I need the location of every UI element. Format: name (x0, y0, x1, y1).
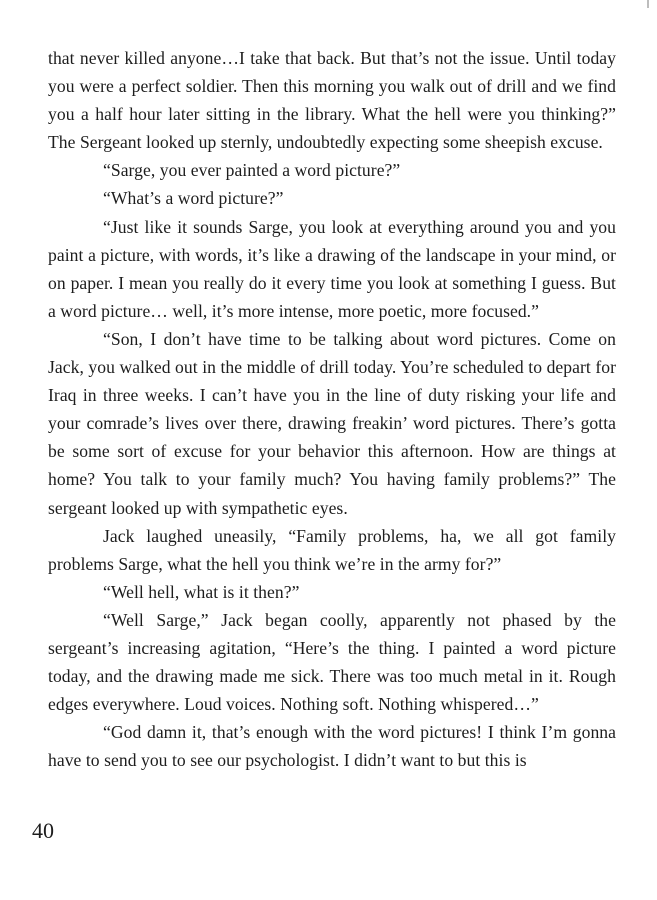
paragraph-word-picture-explanation: “Just like it sounds Sarge, you look at everything around you and you paint a picture, with words, it’s like a drawing of the landscape in your mind, or on paper. I mean you really do it every time you look at something I guess. But a word picture… well, it’s more intense, more poetic, more focused.” (48, 216, 616, 321)
paragraph-jack-explains: “Well Sarge,” Jack began coolly, apparently not phased by the sergeant’s increasing agitation, “Here’s the thing. I painted a word picture today, and the drawing made me sick. There was too much metal in it. Rough edges everywhere. Loud voices. Nothing soft. Nothing whispered…” (48, 609, 616, 715)
paragraph-word-picture-question: “Sarge, you ever painted a word picture?” (103, 160, 401, 181)
paragraph-sergeant-frustrated: “God damn it, that’s enough with the word pictures! I think I’m gonna have to send you to see our psychologist. I didn’t want to but this is (48, 722, 616, 771)
paragraph-continuation: that never killed anyone…I take that back. But that’s not the issue. Until today you were a perfect soldier. Then this morning you walk out of drill and we find you a half hour later sitting in the library. What the hell were you thinking?” The Sergeant looked up sternly, undoubtedly expecting some sheepish excuse. (48, 48, 616, 153)
paragraph-what-is-it-then: “Well hell, what is it then?” (103, 581, 300, 602)
scan-speck (647, 0, 649, 8)
paragraph-what-is-word-picture: “What’s a word picture?” (103, 188, 284, 209)
paragraph-jack-laughed: Jack laughed uneasily, “Family problems, ha, we all got family problems Sarge, what the hell you think we’re in the army for?” (48, 525, 616, 574)
page-body (48, 44, 616, 774)
page-number: 40 (32, 818, 54, 843)
paragraph-sergeant-lecture: “Son, I don’t have time to be talking about word pictures. Come on Jack, you walked out in the middle of drill today. You’re scheduled to depart for Iraq in three weeks. I can’t have you in the line of duty risking your life and your comrade’s lives over there, drawing freakin’ word pictures. There’s gotta be some sort of excuse for your behavior this afternoon. How are things at home? You talk to your family much? You having family problems?” The sergeant looked up with sympathetic eyes. (48, 328, 616, 518)
